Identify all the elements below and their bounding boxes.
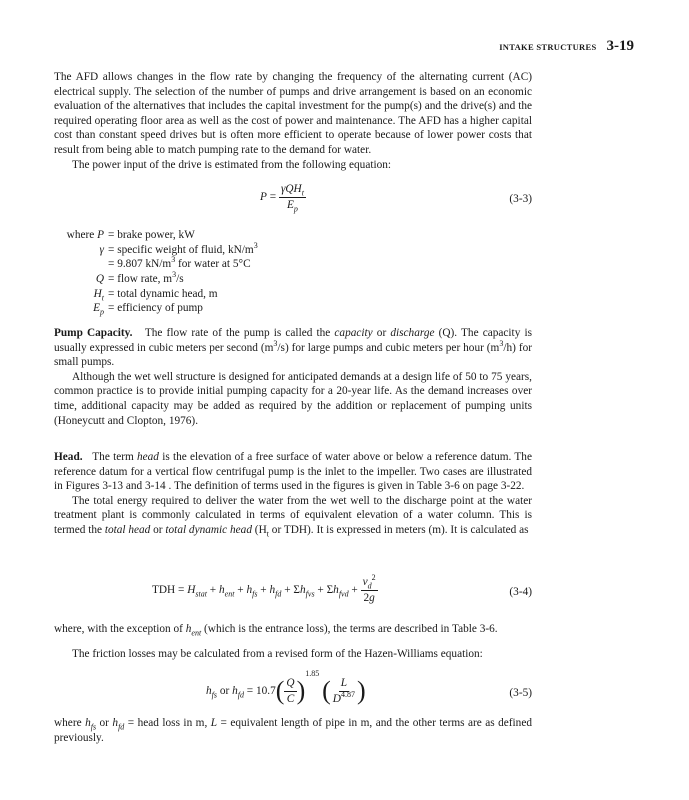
equation-3-3-fraction: $\frac{\gamma QH_t}{E_p}$: [280, 183, 304, 213]
head-heading: Head.: [54, 451, 83, 463]
where-ep: $E_p$ = efficiency of pump: [93, 302, 203, 317]
para-entrance-loss: where, with the exception of $h_{ent}$ (which is the entrance loss), the terms are described in Table 3-6.: [54, 623, 498, 638]
para-power-input: The power input of the drive is estimated from the following equation:: [72, 158, 392, 171]
head-section: [54, 450, 532, 538]
equation-3-4-body: TDH = $H_{stat} + h_{ent} + h_{fs} + h_{fd} + \Sigma h_{fvs} + \Sigma h_{fvd}$ + $\frac{v_d^2}{2g}$: [152, 573, 376, 604]
equation-3-5: [54, 669, 532, 716]
page-header: [499, 38, 634, 55]
para-head: Head. The term head is the elevation of a free surface of water above or below a reference datum. The reference datum for a vertical flow centrifugal pump is the inlet to the impeller. Two cases are illustrated in Figures 3-13 and 3-14 . The definition of terms used in the figures is given in Table 3-6 on page 3-22.: [54, 451, 532, 493]
equation-3-3-number: (3-3): [509, 193, 532, 206]
afd-section: [54, 70, 532, 316]
where-gamma-value: = 9.807 $kN/m^3$ for water at 5°C: [108, 255, 251, 271]
para-pump-capacity: Pump Capacity. The flow rate of the pump is called the capacity or discharge (Q). The capacity is usually expressed in cubic meters per second $(m^3/s)$ for large pumps and cubic meters per hour $(m^3/h)$ for small pumps.: [54, 327, 532, 369]
para-friction-losses: The friction losses may be calculated from a revised form of the Hazen-Williams equation:: [72, 647, 483, 660]
where-ht: $H_t$ = total dynamic head, m: [93, 287, 218, 302]
equation-3-4-fraction: $\frac{v_d^2}{2g}$: [362, 573, 376, 604]
equation-3-4: [54, 573, 532, 613]
running-head: INTAKE STRUCTURES: [499, 42, 597, 52]
where-list-1: [54, 228, 532, 316]
pump-capacity-section: [54, 326, 532, 428]
where-q: Q = flow rate, $m^3/s$: [95, 270, 184, 285]
pump-capacity-heading: Pump Capacity.: [54, 327, 133, 339]
para-head-loss: where $h_{fs}$ or $h_{fd}$ = head loss in m, L = equivalent length of pipe in m, and the other terms are as defined previously.: [54, 717, 532, 744]
equation-3-3: [54, 182, 532, 222]
equation-3-5-body: $h_{fs}$ or $h_{fd} = 10.7$( $\frac{Q}{C}$ )$^{1.85}$ ( $\frac{L}{D^{4.87}}$ ): [206, 669, 366, 706]
page-number: 3-19: [606, 38, 634, 54]
equation-3-3-body: P = $\frac{\gamma QH_t}{E_p}$: [260, 183, 304, 213]
equation-3-5-number: (3-5): [509, 687, 532, 699]
where-gamma: γ = specific weight of fluid, $kN/m^3$: [99, 240, 258, 256]
para-afd: The AFD allows changes in the flow rate by changing the frequency of the alternating current (AC) electrical supply. The selection of the number of pumps and drive arrangement is based on an economic evaluation of the alternatives that includes the capital investment for the pump(s) and the drive(s) and the required operating floor area as well as the cost of power and maintenance. The AFD has a higher capital cost than constant speed drives but is often more efficient to operate because of lower power costs that result from being able to match pumping rate to the demand for water.: [54, 71, 532, 156]
para-total-energy: The total energy required to deliver the water from the wet well to the discharge point at the water treatment plant is commonly calculated in terms of equivalent elevation of a water column. This is termed the total head or total dynamic head ($H_t$ or TDH). It is expressed in meters (m). It is calculated as: [54, 494, 532, 539]
after-eq-3-4: [54, 622, 532, 661]
equation-3-4-number: (3-4): [509, 586, 532, 598]
where-p: where P = brake power, kW: [66, 229, 195, 242]
para-design-life: Although the wet well structure is designed for anticipated demands at a design life of 50 to 75 years, common practice is to provide initial pumping capacity for a 20-year life. As the demand increases over time, additional capacity may be added as required by the addition or replacement of pumping units (Honeycutt and Clopton, 1976).: [54, 370, 532, 427]
final-paragraph: [54, 716, 532, 745]
